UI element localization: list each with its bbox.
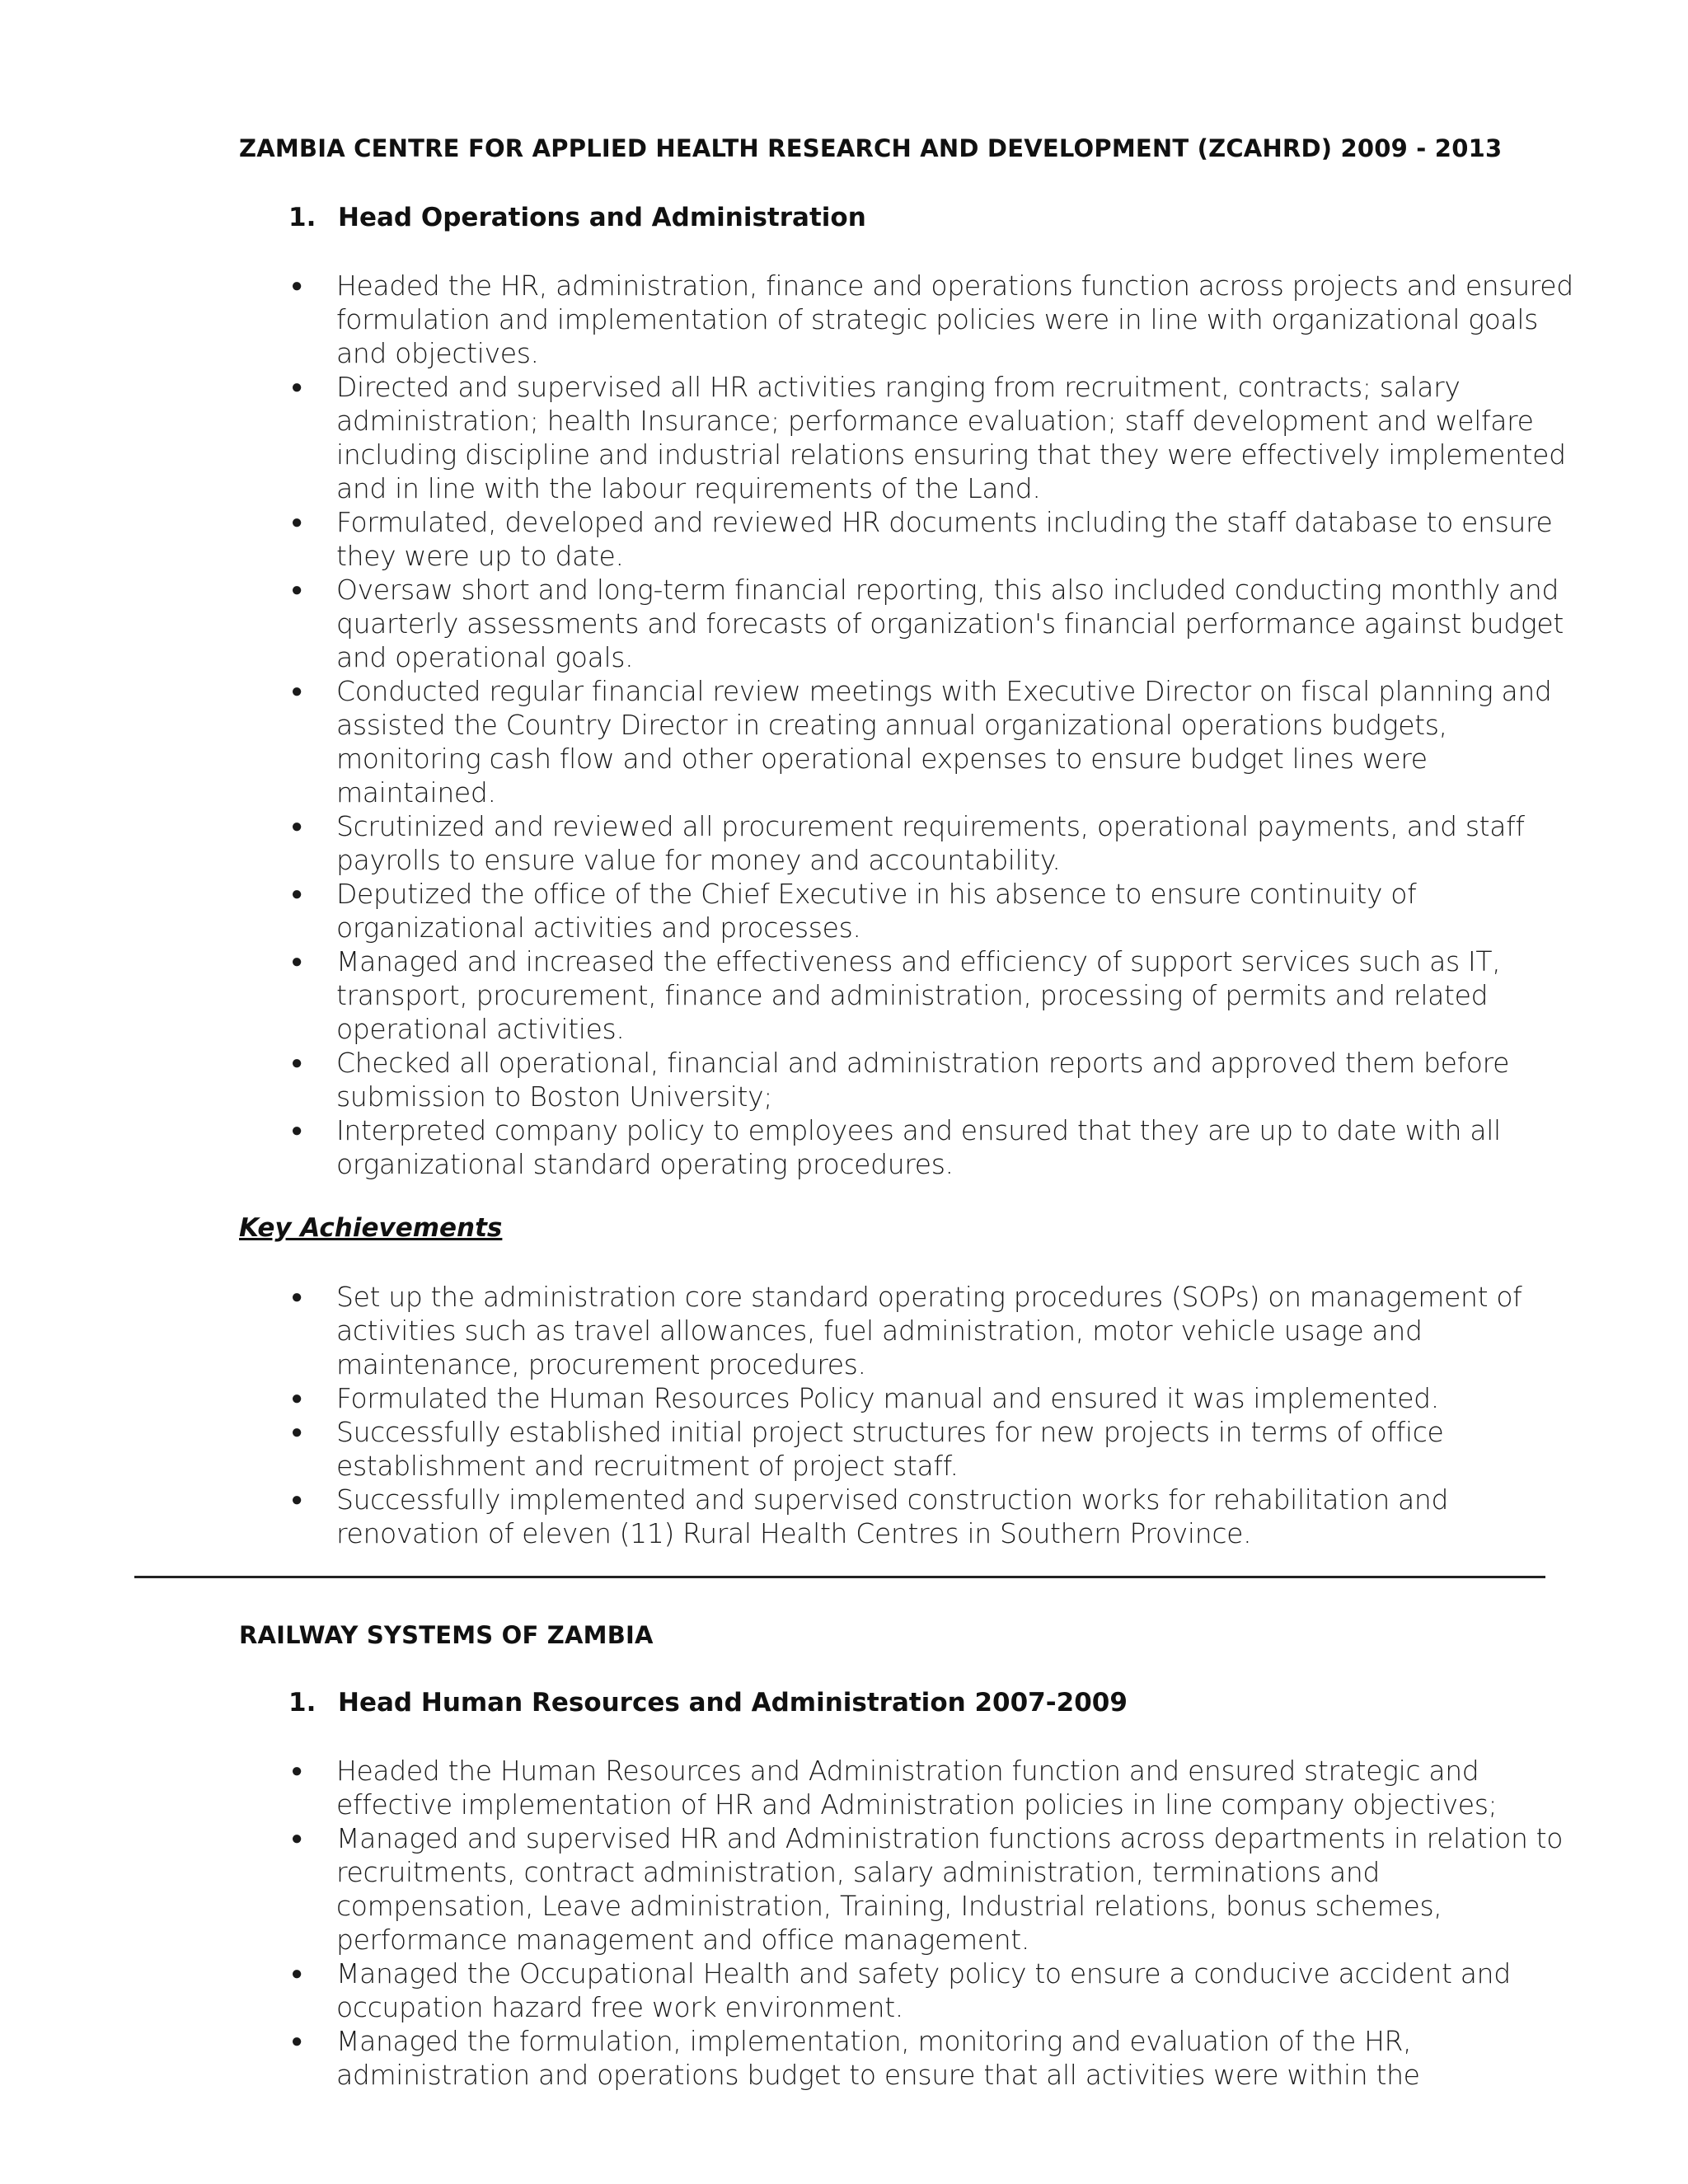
list-item: ● Checked all operational, financial and administration reports and approved them before submission to Boston University; (288, 1046, 1574, 1113)
list-item: ● Deputized the office of the Chief Executive in his absence to ensure continuity of organizational activities and processes. (288, 877, 1574, 944)
bullet-icon: ● (290, 1420, 303, 1443)
org-heading-railway: RAILWAY SYSTEMS OF ZAMBIA (239, 1621, 654, 1649)
responsibilities-list-railway (288, 1754, 1574, 2092)
bullet-icon: ● (290, 274, 303, 297)
bullet-icon: ● (290, 510, 303, 533)
bullet-icon: ● (290, 679, 303, 702)
list-item: ● Conducted regular financial review meetings with Executive Director on fiscal planning and assisted the Country Director in creating annual organizational operations budgets, monitoring cash flow and other operational expenses to ensure budget lines were maintained. (288, 674, 1574, 809)
role-number: 1. (288, 203, 316, 232)
role-title: Head Human Resources and Administration 2007-2009 (338, 1688, 1128, 1718)
section-divider (134, 1576, 1545, 1578)
list-item: ● Scrutinized and reviewed all procurement requirements, operational payments, and staff payrolls to ensure value for money and accountability. (288, 809, 1574, 877)
list-item: ● Successfully established initial project structures for new projects in terms of office establishment and recruitment of project staff. (288, 1415, 1574, 1483)
list-item: ● Headed the HR, administration, finance and operations function across projects and ensured formulation and implementation of strategic policies were in line with organizational goals and objectives. (288, 269, 1574, 370)
list-item: ● Interpreted company policy to employees and ensured that they are up to date with all organizational standard operating procedures. (288, 1113, 1574, 1181)
bullet-icon: ● (290, 375, 303, 398)
bullet-icon: ● (290, 1386, 303, 1409)
list-item: ● Headed the Human Resources and Administration function and ensured strategic and effective implementation of HR and Administration policies in line company objectives; (288, 1754, 1574, 1821)
bullet-icon: ● (290, 1826, 303, 1849)
bullet-icon: ● (290, 882, 303, 905)
role-number: 1. (288, 1688, 316, 1718)
role-title: Head Operations and Administration (338, 203, 866, 232)
bullet-icon: ● (290, 1759, 303, 1782)
bullet-icon: ● (290, 578, 303, 601)
org-heading-zcahrd: ZAMBIA CENTRE FOR APPLIED HEALTH RESEARCH AND DEVELOPMENT (ZCAHRD) 2009 - 2013 (239, 134, 1503, 162)
bullet-icon: ● (290, 2029, 303, 2052)
list-item: ● Directed and supervised all HR activities ranging from recruitment, contracts; salary administration; health Insurance; performance evaluation; staff development and welfare including discipline and industrial relations ensuring that they were effectively implemented and in line with the labour requirements of the Land. (288, 370, 1574, 505)
bullet-icon: ● (290, 1051, 303, 1074)
responsibilities-list-zcahrd (288, 269, 1574, 1181)
list-item: ● Successfully implemented and supervised construction works for rehabilitation and renovation of eleven (11) Rural Health Centres in Southern Province. (288, 1483, 1574, 1550)
bullet-icon: ● (290, 1961, 303, 1985)
bullet-icon: ● (290, 949, 303, 972)
achievements-list (288, 1280, 1574, 1550)
list-item: ● Oversaw short and long-term financial reporting, this also included conducting monthly and quarterly assessments and forecasts of organization's financial performance against budget and operational goals. (288, 573, 1574, 674)
list-item: ● Set up the administration core standard operating procedures (SOPs) on management of activities such as travel allowances, fuel administration, motor vehicle usage and maintenance, procurement procedures. (288, 1280, 1574, 1381)
role-heading-zcahrd (288, 201, 866, 234)
bullet-icon: ● (290, 1488, 303, 1511)
list-item: ● Managed and supervised HR and Administration functions across departments in relation to recruitments, contract administration, salary administration, terminations and compensation, Leave administration, Training, Industrial relations, bonus schemes, performance management and office management. (288, 1821, 1574, 1957)
bullet-icon: ● (290, 1118, 303, 1141)
bullet-icon: ● (290, 1285, 303, 1308)
list-item: ● Managed and increased the effectiveness and efficiency of support services such as IT, transport, procurement, finance and administration, processing of permits and related operational activities. (288, 944, 1574, 1046)
bullet-icon: ● (290, 814, 303, 837)
list-item: ● Formulated, developed and reviewed HR documents including the staff database to ensure they were up to date. (288, 505, 1574, 573)
role-heading-railway (288, 1686, 1128, 1719)
key-achievements-heading: Key Achievements (239, 1213, 503, 1243)
list-item: ● Formulated the Human Resources Policy manual and ensured it was implemented. (288, 1381, 1574, 1415)
list-item: ● Managed the Occupational Health and safety policy to ensure a conducive accident and occupation hazard free work environment. (288, 1957, 1574, 2024)
list-item: ● Managed the formulation, implementation, monitoring and evaluation of the HR, administration and operations budget to ensure that all activities were within the (288, 2024, 1574, 2092)
